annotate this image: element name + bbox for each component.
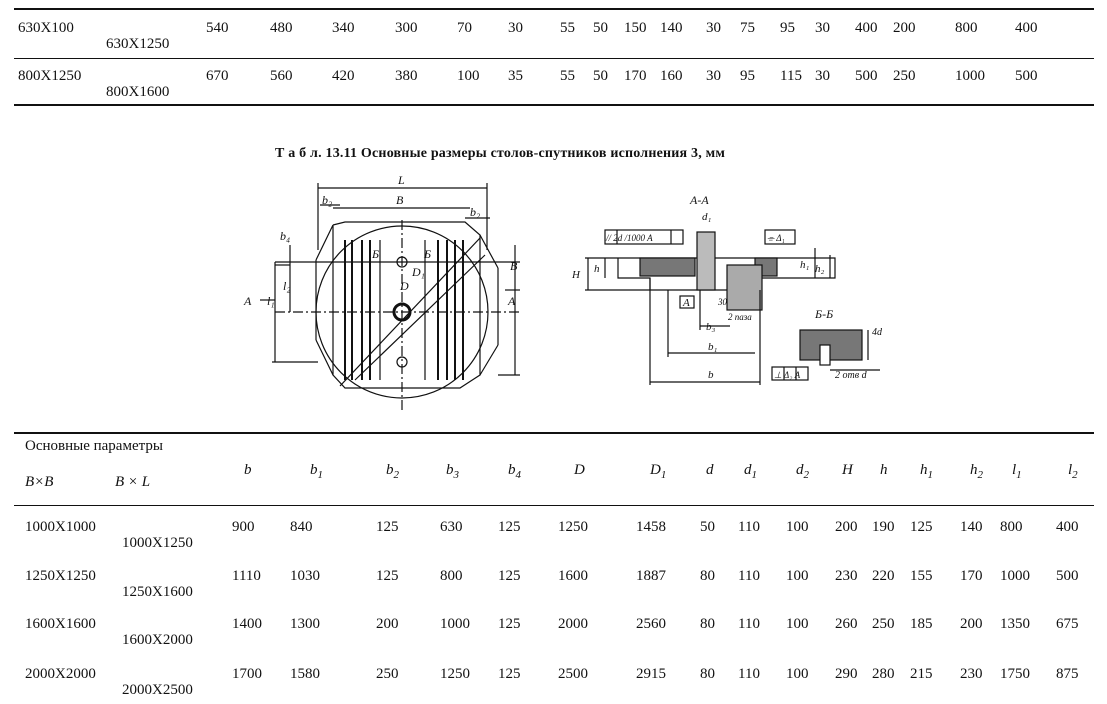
section-label-dims: 30 bbox=[718, 297, 727, 307]
main-row-cell: 100 bbox=[786, 519, 809, 535]
dim-label-b-arrow: Б bbox=[372, 247, 380, 261]
section-label-b: b bbox=[708, 369, 714, 381]
main-row-cell: 190 bbox=[872, 519, 895, 535]
dim-label-l2: l₂ bbox=[283, 279, 291, 293]
main-row-cell: 1250 bbox=[440, 666, 470, 682]
main-header-cell: $b_1$ bbox=[310, 462, 323, 481]
top-row-cell: 55 bbox=[560, 68, 575, 84]
main-row-cell: 1300 bbox=[290, 616, 320, 632]
main-row-cell: 260 bbox=[835, 616, 858, 632]
main-row-cell: 125 bbox=[910, 519, 933, 535]
top-row-cell: 70 bbox=[457, 20, 472, 36]
top-row-cell: 150 bbox=[624, 20, 647, 36]
main-row-cell: 840 bbox=[290, 519, 313, 535]
main-header-cell: $b_2$ bbox=[386, 462, 399, 481]
main-row-cell: 875 bbox=[1056, 666, 1079, 682]
main-header-cell: $h_2$ bbox=[970, 462, 983, 481]
section-label-h2: h₂ bbox=[815, 263, 825, 275]
main-row-cell: 200 bbox=[376, 616, 399, 632]
top-row-cell: 300 bbox=[395, 20, 418, 36]
main-row-cell: 2000 bbox=[558, 616, 588, 632]
dim-label-A-right: A bbox=[508, 294, 516, 308]
main-row-cell: 2560 bbox=[636, 616, 666, 632]
top-row-cell: 500 bbox=[855, 68, 878, 84]
main-row-cell: 2500 bbox=[558, 666, 588, 682]
section-label-A: A bbox=[683, 297, 690, 309]
top-row-cell: 400 bbox=[1015, 20, 1038, 36]
main-header-cell: h bbox=[880, 462, 888, 478]
section-b-tolerance: ⊥ Δ₂ A bbox=[774, 370, 801, 380]
top-row-cell: 800 bbox=[955, 20, 978, 36]
top-row-bxl: 630X1250 bbox=[106, 36, 170, 52]
main-row-cell: 250 bbox=[376, 666, 399, 682]
main-row-bxb: 1600X1600 bbox=[25, 616, 96, 632]
main-header-cell: $d_1$ bbox=[744, 462, 757, 481]
main-row-cell: 215 bbox=[910, 666, 933, 682]
section-label-b3: b₃ bbox=[706, 321, 716, 333]
main-row-cell: 125 bbox=[498, 616, 521, 632]
main-header-cell: $b_4$ bbox=[508, 462, 521, 481]
dim-label-B-right: B bbox=[510, 259, 518, 273]
main-row-cell: 800 bbox=[440, 568, 463, 584]
main-row-cell: 230 bbox=[960, 666, 983, 682]
main-row-cell: 630 bbox=[440, 519, 463, 535]
main-header-cell: $l_1$ bbox=[1012, 462, 1022, 481]
main-row-cell: 1458 bbox=[636, 519, 666, 535]
main-row-cell: 110 bbox=[738, 568, 760, 584]
top-row-cell: 1000 bbox=[955, 68, 985, 84]
dim-label-b2-top: b₂ bbox=[322, 193, 333, 207]
main-row-bxb: 1250X1250 bbox=[25, 568, 96, 584]
dim-label-l1: l₁ bbox=[267, 294, 275, 308]
main-row-cell: 1000 bbox=[440, 616, 470, 632]
main-header-cell: H bbox=[842, 462, 853, 478]
main-row-cell: 110 bbox=[738, 519, 760, 535]
main-row-cell: 1030 bbox=[290, 568, 320, 584]
top-row-cell: 95 bbox=[780, 20, 795, 36]
main-row-cell: 100 bbox=[786, 616, 809, 632]
main-col-bxl: B × L bbox=[115, 474, 151, 490]
main-row-cell: 1250 bbox=[558, 519, 588, 535]
main-rule-mid bbox=[14, 505, 1094, 506]
top-row-cell: 55 bbox=[560, 20, 575, 36]
main-row-cell: 100 bbox=[786, 568, 809, 584]
section-b-holes: 2 отв d bbox=[835, 370, 867, 381]
main-row-cell: 1350 bbox=[1000, 616, 1030, 632]
section-label-h: h bbox=[594, 263, 600, 275]
main-row-cell: 170 bbox=[960, 568, 983, 584]
main-row-cell: 125 bbox=[498, 519, 521, 535]
main-row-cell: 125 bbox=[498, 666, 521, 682]
main-row-bxl: 2000X2500 bbox=[122, 682, 193, 698]
main-row-cell: 1000 bbox=[1000, 568, 1030, 584]
main-row-cell: 250 bbox=[872, 616, 895, 632]
top-row-cell: 50 bbox=[593, 20, 608, 36]
main-row-cell: 125 bbox=[376, 519, 399, 535]
main-row-cell: 220 bbox=[872, 568, 895, 584]
section-b-title: Б-Б bbox=[815, 307, 834, 321]
top-row-cell: 560 bbox=[270, 68, 293, 84]
section-title: А-А bbox=[690, 193, 709, 207]
top-row-cell: 670 bbox=[206, 68, 229, 84]
main-row-cell: 80 bbox=[700, 616, 715, 632]
main-col-bxb: B×B bbox=[25, 474, 54, 490]
top-row-bxl: 800X1600 bbox=[106, 84, 170, 100]
dim-label-D: D bbox=[400, 279, 409, 293]
main-row-cell: 155 bbox=[910, 568, 933, 584]
dim-label-b-arrow-2: Б bbox=[424, 247, 432, 261]
top-row-cell: 400 bbox=[855, 20, 878, 36]
main-header-cell: $d_2$ bbox=[796, 462, 809, 481]
main-rule-top bbox=[14, 432, 1094, 434]
main-header-cell: b bbox=[244, 462, 252, 478]
top-row-bxb: 800X1250 bbox=[18, 68, 82, 84]
section-b-dim: 4d bbox=[872, 327, 882, 338]
top-row-cell: 115 bbox=[780, 68, 802, 84]
main-row-cell: 80 bbox=[700, 666, 715, 682]
section-label-h1: h₁ bbox=[800, 259, 810, 271]
dim-label-L: L bbox=[398, 173, 405, 187]
main-row-bxl: 1600X2000 bbox=[122, 632, 193, 648]
section-tolerance-2: ⌯ Δ₁ bbox=[767, 233, 785, 243]
main-row-cell: 1400 bbox=[232, 616, 262, 632]
dim-label-b2-right: b₂ bbox=[470, 205, 481, 219]
top-row-cell: 340 bbox=[332, 20, 355, 36]
main-row-cell: 110 bbox=[738, 616, 760, 632]
top-row-cell: 50 bbox=[593, 68, 608, 84]
main-row-cell: 800 bbox=[1000, 519, 1023, 535]
top-row-cell: 250 bbox=[893, 68, 916, 84]
section-label-b1: b₁ bbox=[708, 341, 718, 353]
main-row-bxb: 1000X1000 bbox=[25, 519, 96, 535]
main-row-cell: 675 bbox=[1056, 616, 1079, 632]
top-row-bxb: 630X100 bbox=[18, 20, 74, 36]
dim-label-D1: D₁ bbox=[412, 265, 425, 279]
main-row-cell: 1750 bbox=[1000, 666, 1030, 682]
main-row-cell: 100 bbox=[786, 666, 809, 682]
main-header-cell: $b_3$ bbox=[446, 462, 459, 481]
main-row-cell: 1580 bbox=[290, 666, 320, 682]
table-caption: Т а б л. 13.11 Основные размеры столов-спутников исполнения 3, мм bbox=[275, 146, 726, 161]
main-row-cell: 280 bbox=[872, 666, 895, 682]
top-row-cell: 200 bbox=[893, 20, 916, 36]
main-header-cell: $h_1$ bbox=[920, 462, 933, 481]
section-label-d1: d₁ bbox=[702, 211, 712, 223]
main-header-cell: D bbox=[574, 462, 585, 478]
main-header-cell: $l_2$ bbox=[1068, 462, 1078, 481]
main-row-cell: 50 bbox=[700, 519, 715, 535]
top-row-cell: 500 bbox=[1015, 68, 1038, 84]
top-row-cell: 30 bbox=[706, 20, 721, 36]
top-row-cell: 30 bbox=[706, 68, 721, 84]
main-row-bxb: 2000X2000 bbox=[25, 666, 96, 682]
main-row-cell: 290 bbox=[835, 666, 858, 682]
top-row-cell: 380 bbox=[395, 68, 418, 84]
main-row-cell: 1887 bbox=[636, 568, 666, 584]
dim-label-B: B bbox=[396, 193, 404, 207]
main-row-cell: 80 bbox=[700, 568, 715, 584]
main-group-label: Основные параметры bbox=[25, 438, 163, 454]
main-row-bxl: 1000X1250 bbox=[122, 535, 193, 551]
top-row-cell: 170 bbox=[624, 68, 647, 84]
main-row-cell: 185 bbox=[910, 616, 933, 632]
top-row-cell: 140 bbox=[660, 20, 683, 36]
section-label-slot: 2 паза bbox=[728, 312, 752, 322]
top-row-cell: 540 bbox=[206, 20, 229, 36]
dim-label-b4: b₄ bbox=[280, 229, 291, 243]
main-row-cell: 1600 bbox=[558, 568, 588, 584]
main-row-cell: 200 bbox=[835, 519, 858, 535]
main-row-cell: 400 bbox=[1056, 519, 1079, 535]
section-tolerance-1: // 2d /1000 A bbox=[606, 233, 653, 243]
main-header-cell: $D_1$ bbox=[650, 462, 667, 481]
dim-label-A-left: A bbox=[244, 294, 252, 308]
main-row-cell: 2915 bbox=[636, 666, 666, 682]
top-row-cell: 30 bbox=[508, 20, 523, 36]
top-row-cell: 420 bbox=[332, 68, 355, 84]
main-row-cell: 1110 bbox=[232, 568, 261, 584]
main-row-bxl: 1250X1600 bbox=[122, 584, 193, 600]
main-row-cell: 125 bbox=[498, 568, 521, 584]
top-row-cell: 100 bbox=[457, 68, 480, 84]
main-row-cell: 140 bbox=[960, 519, 983, 535]
main-row-cell: 110 bbox=[738, 666, 760, 682]
top-row-cell: 480 bbox=[270, 20, 293, 36]
main-row-cell: 125 bbox=[376, 568, 399, 584]
top-row-cell: 75 bbox=[740, 20, 755, 36]
main-row-cell: 200 bbox=[960, 616, 983, 632]
main-row-cell: 500 bbox=[1056, 568, 1079, 584]
main-row-cell: 230 bbox=[835, 568, 858, 584]
main-header-cell: d bbox=[706, 462, 714, 478]
top-row-cell: 30 bbox=[815, 68, 830, 84]
top-row-cell: 35 bbox=[508, 68, 523, 84]
section-label-H: H bbox=[572, 269, 580, 281]
main-row-cell: 900 bbox=[232, 519, 255, 535]
top-row-cell: 95 bbox=[740, 68, 755, 84]
top-row-cell: 30 bbox=[815, 20, 830, 36]
main-row-cell: 1700 bbox=[232, 666, 262, 682]
top-row-cell: 160 bbox=[660, 68, 683, 84]
